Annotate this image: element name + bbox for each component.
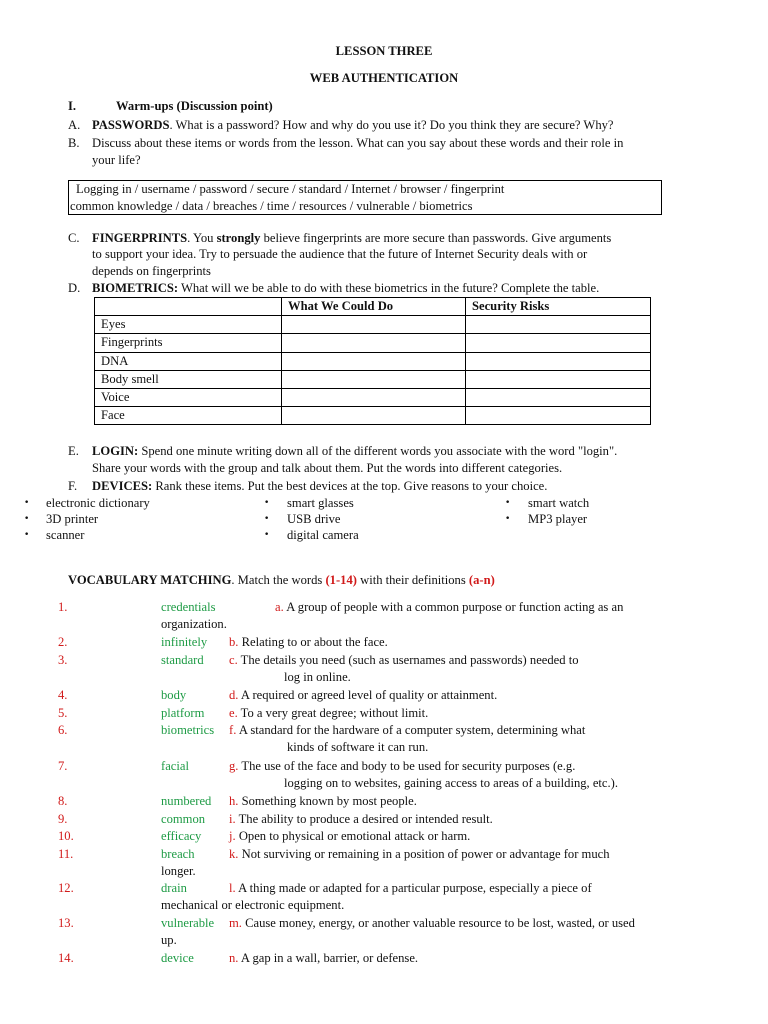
device-item: 3D printer xyxy=(46,512,99,526)
vocab-definition xyxy=(229,635,388,650)
bullet-icon: • xyxy=(505,498,511,508)
vocab-word: standard xyxy=(161,653,204,667)
item-e-bold: LOGIN: xyxy=(92,444,139,458)
bullet-icon: • xyxy=(264,498,270,508)
vocab-letter: c. xyxy=(229,653,238,667)
word-box-line1: Logging in / username / password / secure / standard / Internet / browser / fingerprint xyxy=(76,182,505,196)
row-label: DNA xyxy=(95,352,282,370)
vocab-number: 9. xyxy=(58,812,68,826)
vocab-def-cont: mechanical or electronic equipment. xyxy=(161,898,345,912)
vocab-def-text: The details you need (such as usernames and passwords) needed to xyxy=(240,653,579,667)
vocab-word: drain xyxy=(161,881,187,895)
row-label: Fingerprints xyxy=(95,334,282,352)
item-c-post: believe fingerprints are more secure than passwords. Give arguments xyxy=(260,231,612,245)
vocab-number: 1. xyxy=(58,600,68,614)
vocab-number: 7. xyxy=(58,759,68,773)
vocab-definition xyxy=(229,706,428,721)
vocab-bold: VOCABULARY MATCHING xyxy=(68,573,232,587)
vocab-definition xyxy=(229,759,575,774)
vocab-range-numbers: (1-14) xyxy=(325,573,357,587)
device-item: smart watch xyxy=(528,496,590,510)
device-item: MP3 player xyxy=(528,512,588,526)
table-row xyxy=(95,334,651,352)
vocab-definition xyxy=(229,688,497,703)
item-d-body: What will we be able to do with these biometrics in the future? Complete the table. xyxy=(178,281,600,295)
vocab-definition xyxy=(229,916,635,931)
vocab-def-cont: longer. xyxy=(161,864,196,878)
item-a-bold: PASSWORDS xyxy=(92,118,170,132)
vocab-text2: with their definitions xyxy=(356,573,469,587)
bullet-icon: • xyxy=(24,530,30,540)
risk-cell[interactable] xyxy=(466,370,651,388)
vocab-number: 4. xyxy=(58,688,68,702)
item-c-line1 xyxy=(92,231,611,246)
vocab-word: credentials xyxy=(161,600,216,614)
item-c-line2: to support your idea. Try to persuade the audience that the future of Internet Security deals with or xyxy=(92,247,588,261)
vocab-word: vulnerable xyxy=(161,916,215,930)
vocab-number: 8. xyxy=(58,794,68,808)
vocab-def-text: The ability to produce a desired or intended result. xyxy=(238,812,493,826)
risk-cell[interactable] xyxy=(466,407,651,425)
vocab-word: breach xyxy=(161,847,195,861)
table-header-blank xyxy=(95,298,282,316)
risk-cell[interactable] xyxy=(466,388,651,406)
risk-cell[interactable] xyxy=(466,352,651,370)
vocab-word: efficacy xyxy=(161,829,202,843)
item-a-body: . What is a password? How and why do you use it? Do you think they are secure? Why? xyxy=(169,118,614,132)
vocab-def-cont: organization. xyxy=(161,617,227,631)
vocab-letter: n. xyxy=(229,951,239,965)
vocab-letter: k. xyxy=(229,847,239,861)
table-header-row xyxy=(95,298,651,316)
item-f-bold: DEVICES: xyxy=(92,479,153,493)
section-heading: Warm-ups (Discussion point) xyxy=(116,99,273,113)
item-a-text xyxy=(92,118,614,133)
bullet-icon: • xyxy=(264,530,270,540)
vocab-letter: f. xyxy=(229,723,237,737)
vocab-definition xyxy=(229,881,592,896)
table-row xyxy=(95,370,651,388)
item-b-line1: Discuss about these items or words from the lesson. What can you say about these words and their role in xyxy=(92,136,624,150)
vocab-def-text: Open to physical or emotional attack or harm. xyxy=(238,829,471,843)
vocab-word: platform xyxy=(161,706,205,720)
device-item: USB drive xyxy=(287,512,341,526)
vocab-def-text: Cause money, energy, or another valuable resource to be lost, wasted, or used xyxy=(245,916,635,930)
table-row xyxy=(95,316,651,334)
device-item: electronic dictionary xyxy=(46,496,150,510)
risk-cell[interactable] xyxy=(466,334,651,352)
vocab-def-text: Relating to or about the face. xyxy=(241,635,388,649)
bullet-icon: • xyxy=(24,498,30,508)
item-f-letter: F. xyxy=(68,479,78,493)
table-row xyxy=(95,407,651,425)
vocab-number: 10. xyxy=(58,829,74,843)
biometrics-table xyxy=(94,297,651,425)
vocab-def-text: A thing made or adapted for a particular purpose, especially a piece of xyxy=(238,881,592,895)
item-c-bold: FINGERPRINTS xyxy=(92,231,188,245)
lesson-number: LESSON THREE xyxy=(335,44,433,58)
vocab-def-text: A gap in a wall, barrier, or defense. xyxy=(240,951,419,965)
vocab-def-cont: log in online. xyxy=(284,670,351,684)
vocab-def-text: A required or agreed level of quality or attainment. xyxy=(240,688,498,702)
item-e-letter: E. xyxy=(68,444,79,458)
risk-cell[interactable] xyxy=(466,316,651,334)
device-item: scanner xyxy=(46,528,85,542)
bullet-icon: • xyxy=(24,514,30,524)
vocab-definition xyxy=(229,653,579,668)
could-do-cell[interactable] xyxy=(282,370,466,388)
vocab-def-text: Something known by most people. xyxy=(241,794,417,808)
vocab-number: 14. xyxy=(58,951,74,965)
item-e-line1 xyxy=(92,444,617,459)
vocab-def-text: A standard for the hardware of a computer system, determining what xyxy=(238,723,586,737)
table-row xyxy=(95,388,651,406)
vocab-word: infinitely xyxy=(161,635,208,649)
could-do-cell[interactable] xyxy=(282,316,466,334)
vocab-def-cont: logging on to websites, gaining access to areas of a building, etc.). xyxy=(284,776,618,790)
device-item: smart glasses xyxy=(287,496,354,510)
vocab-def-text: Not surviving or remaining in a position of power or advantage for much xyxy=(241,847,610,861)
vocab-def-text: To a very great degree; without limit. xyxy=(240,706,429,720)
vocab-number: 12. xyxy=(58,881,74,895)
vocab-letter: g. xyxy=(229,759,239,773)
item-f-body: Rank these items. Put the best devices at the top. Give reasons to your choice. xyxy=(152,479,548,493)
section-numeral: I. xyxy=(68,99,77,113)
vocab-number: 3. xyxy=(58,653,68,667)
row-label: Eyes xyxy=(95,316,282,334)
vocab-number: 5. xyxy=(58,706,68,720)
could-do-cell[interactable] xyxy=(282,352,466,370)
item-c-emphasis: strongly xyxy=(216,231,261,245)
vocab-number: 2. xyxy=(58,635,68,649)
word-box-line2: common knowledge / data / breaches / time / resources / vulnerable / biometrics xyxy=(70,199,473,213)
device-item: digital camera xyxy=(287,528,359,542)
vocab-def-cont: up. xyxy=(161,933,177,947)
item-b-letter: B. xyxy=(68,136,80,150)
vocab-letter: h. xyxy=(229,794,239,808)
vocab-number: 6. xyxy=(58,723,68,737)
vocab-def-text: A group of people with a common purpose or function acting as an xyxy=(286,600,624,614)
vocab-text: . Match the words xyxy=(231,573,326,587)
vocab-letter: l. xyxy=(229,881,236,895)
vocab-letter: b. xyxy=(229,635,239,649)
item-b-line2: your life? xyxy=(92,153,141,167)
row-label: Face xyxy=(95,407,282,425)
item-a-letter: A. xyxy=(68,118,81,132)
bullet-icon: • xyxy=(505,514,511,524)
vocab-word: biometrics xyxy=(161,723,215,737)
table-row xyxy=(95,352,651,370)
vocab-word: facial xyxy=(161,759,189,773)
vocab-definition xyxy=(229,951,418,966)
vocab-letter: e. xyxy=(229,706,238,720)
item-c-line3: depends on fingerprints xyxy=(92,264,211,278)
bullet-icon: • xyxy=(264,514,270,524)
row-label: Voice xyxy=(95,388,282,406)
table-header-could-do: What We Could Do xyxy=(282,298,466,316)
vocab-word: device xyxy=(161,951,194,965)
could-do-cell[interactable] xyxy=(282,388,466,406)
vocab-letter: i. xyxy=(229,812,236,826)
vocab-definition xyxy=(229,794,417,809)
vocab-letter: m. xyxy=(229,916,242,930)
vocab-number: 11. xyxy=(58,847,74,861)
could-do-cell[interactable] xyxy=(282,407,466,425)
item-c-letter: C. xyxy=(68,231,80,245)
vocab-definition xyxy=(229,723,585,738)
vocabulary-heading xyxy=(68,573,495,588)
could-do-cell[interactable] xyxy=(282,334,466,352)
vocab-word: numbered xyxy=(161,794,212,808)
vocab-letter: d. xyxy=(229,688,239,702)
vocab-definition xyxy=(229,847,610,862)
item-d-letter: D. xyxy=(68,281,81,295)
vocab-definition xyxy=(229,829,470,844)
table-header-risks: Security Risks xyxy=(466,298,651,316)
vocab-range-letters: (a-n) xyxy=(468,573,495,587)
item-f-text xyxy=(92,479,547,494)
vocab-word: body xyxy=(161,688,187,702)
vocab-def-text: The use of the face and body to be used for security purposes (e.g. xyxy=(241,759,576,773)
vocab-definition xyxy=(275,600,623,615)
item-d-text xyxy=(92,281,599,296)
row-label: Body smell xyxy=(95,370,282,388)
item-e-body: Spend one minute writing down all of the different words you associate with the word "login". xyxy=(138,444,618,458)
page-title: WEB AUTHENTICATION xyxy=(309,71,459,85)
vocab-letter: a. xyxy=(275,600,284,614)
vocab-def-cont: kinds of software it can run. xyxy=(287,740,429,754)
vocab-definition xyxy=(229,812,493,827)
vocab-word: common xyxy=(161,812,206,826)
vocab-letter: j. xyxy=(229,829,236,843)
vocab-number: 13. xyxy=(58,916,74,930)
item-d-bold: BIOMETRICS: xyxy=(92,281,179,295)
item-e-line2: Share your words with the group and talk about them. Put the words into different categories. xyxy=(92,461,563,475)
item-c-pre: . You xyxy=(187,231,217,245)
